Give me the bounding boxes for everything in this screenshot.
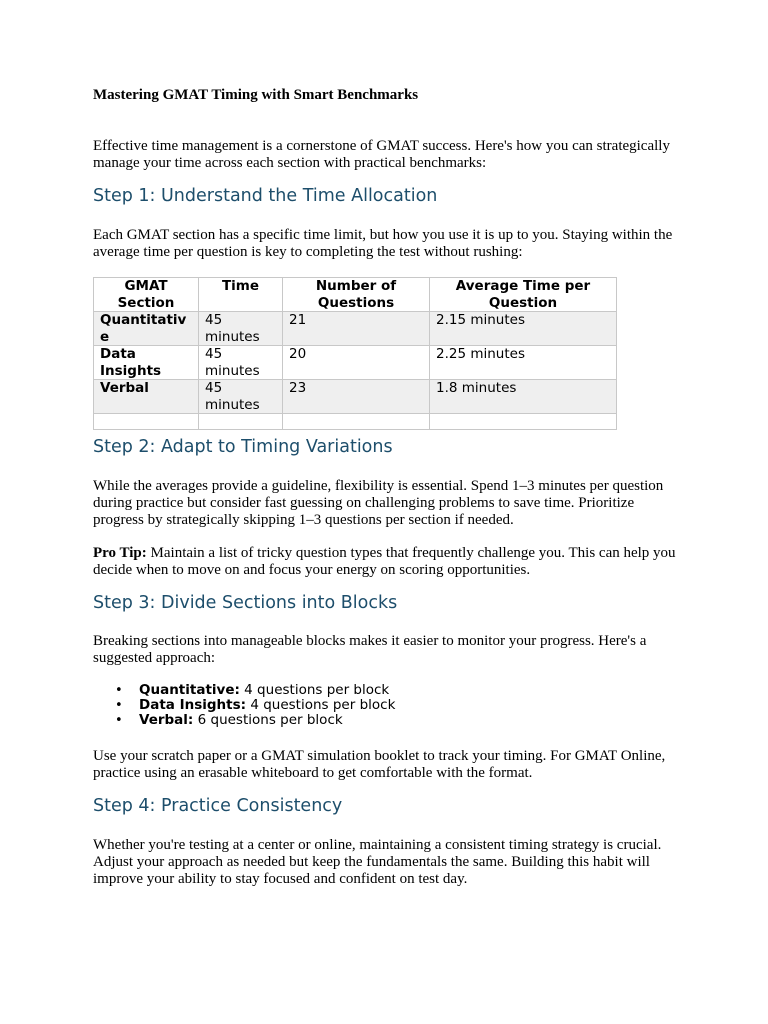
bullet-icon: • [115, 713, 123, 728]
table-header-cell: Number of Questions [283, 278, 430, 312]
pro-tip-paragraph [93, 545, 683, 579]
timing-table [93, 277, 617, 430]
list-item [115, 712, 395, 728]
bullet-icon: • [115, 698, 123, 713]
time-cell: 45 minutes [199, 346, 283, 380]
average-cell: 2.15 minutes [430, 312, 617, 346]
section-cell: Verbal [94, 380, 199, 414]
time-cell: 45 minutes [199, 312, 283, 346]
empty-cell [94, 414, 199, 430]
table-header-cell: Time [199, 278, 283, 312]
step2-paragraph: While the averages provide a guideline, flexibility is essential. Spend 1–3 minutes per question during practice but consider fast guessing on challenging problems to save time. Prioritize progress by strategically skipping 1–3 questions per section if needed. [93, 478, 664, 528]
list-item [115, 697, 396, 713]
block-label: Verbal: [139, 712, 194, 728]
block-label: Data Insights: [139, 697, 247, 713]
block-list [93, 683, 395, 728]
step1-heading: Step 1: Understand the Time Allocation [93, 186, 438, 206]
bullet-icon: • [115, 683, 123, 698]
step1-paragraph: Each GMAT section has a specific time limit, but how you use it is up to you. Staying within the average time per question is key to completing the test without rushing: [93, 227, 673, 260]
empty-cell [430, 414, 617, 430]
step4-paragraph: Whether you're testing at a center or online, maintaining a consistent timing strategy is crucial. Adjust your approach as needed but keep the fundamentals the same. Building this habit will improve your ability to stay focused and confident on test day. [93, 837, 662, 887]
step4-heading: Step 4: Practice Consistency [93, 796, 343, 816]
intro-paragraph: Effective time management is a cornerstone of GMAT success. Here's how you can strategically manage your time across each section with practical benchmarks: [93, 138, 670, 171]
table-header-row [94, 278, 617, 312]
empty-cell [199, 414, 283, 430]
table-empty-row [94, 414, 617, 430]
questions-cell: 23 [283, 380, 430, 414]
pro-tip-text: Maintain a list of tricky question types that frequently challenge you. This can help you decide when to move on and focus your energy on scoring opportunities. [93, 545, 676, 578]
document-title: Mastering GMAT Timing with Smart Benchmarks [93, 87, 419, 103]
questions-cell: 20 [283, 346, 430, 380]
step3-after-paragraph: Use your scratch paper or a GMAT simulation booklet to track your timing. For GMAT Online, practice using an erasable whiteboard to get comfortable with the format. [93, 748, 666, 781]
block-text: 4 questions per block [246, 697, 396, 713]
average-cell: 2.25 minutes [430, 346, 617, 380]
table-row [94, 346, 617, 380]
block-text: 6 questions per block [193, 712, 343, 728]
block-text: 4 questions per block [239, 682, 390, 698]
table-row [94, 380, 617, 414]
step3-heading: Step 3: Divide Sections into Blocks [93, 593, 398, 613]
table-header-cell: Average Time per Question [430, 278, 617, 312]
empty-cell [283, 414, 430, 430]
section-cell: Quantitative [94, 312, 199, 346]
block-label: Quantitative: [139, 682, 240, 698]
pro-tip-label: Pro Tip: [93, 545, 147, 561]
average-cell: 1.8 minutes [430, 380, 617, 414]
list-item [115, 682, 395, 698]
section-cell: Data Insights [94, 346, 199, 380]
questions-cell: 21 [283, 312, 430, 346]
step2-heading: Step 2: Adapt to Timing Variations [93, 437, 393, 457]
step3-paragraph: Breaking sections into manageable blocks makes it easier to monitor your progress. Here's a suggested approach: [93, 633, 647, 666]
table-row [94, 312, 617, 346]
table-header-cell: GMAT Section [94, 278, 199, 312]
time-cell: 45 minutes [199, 380, 283, 414]
